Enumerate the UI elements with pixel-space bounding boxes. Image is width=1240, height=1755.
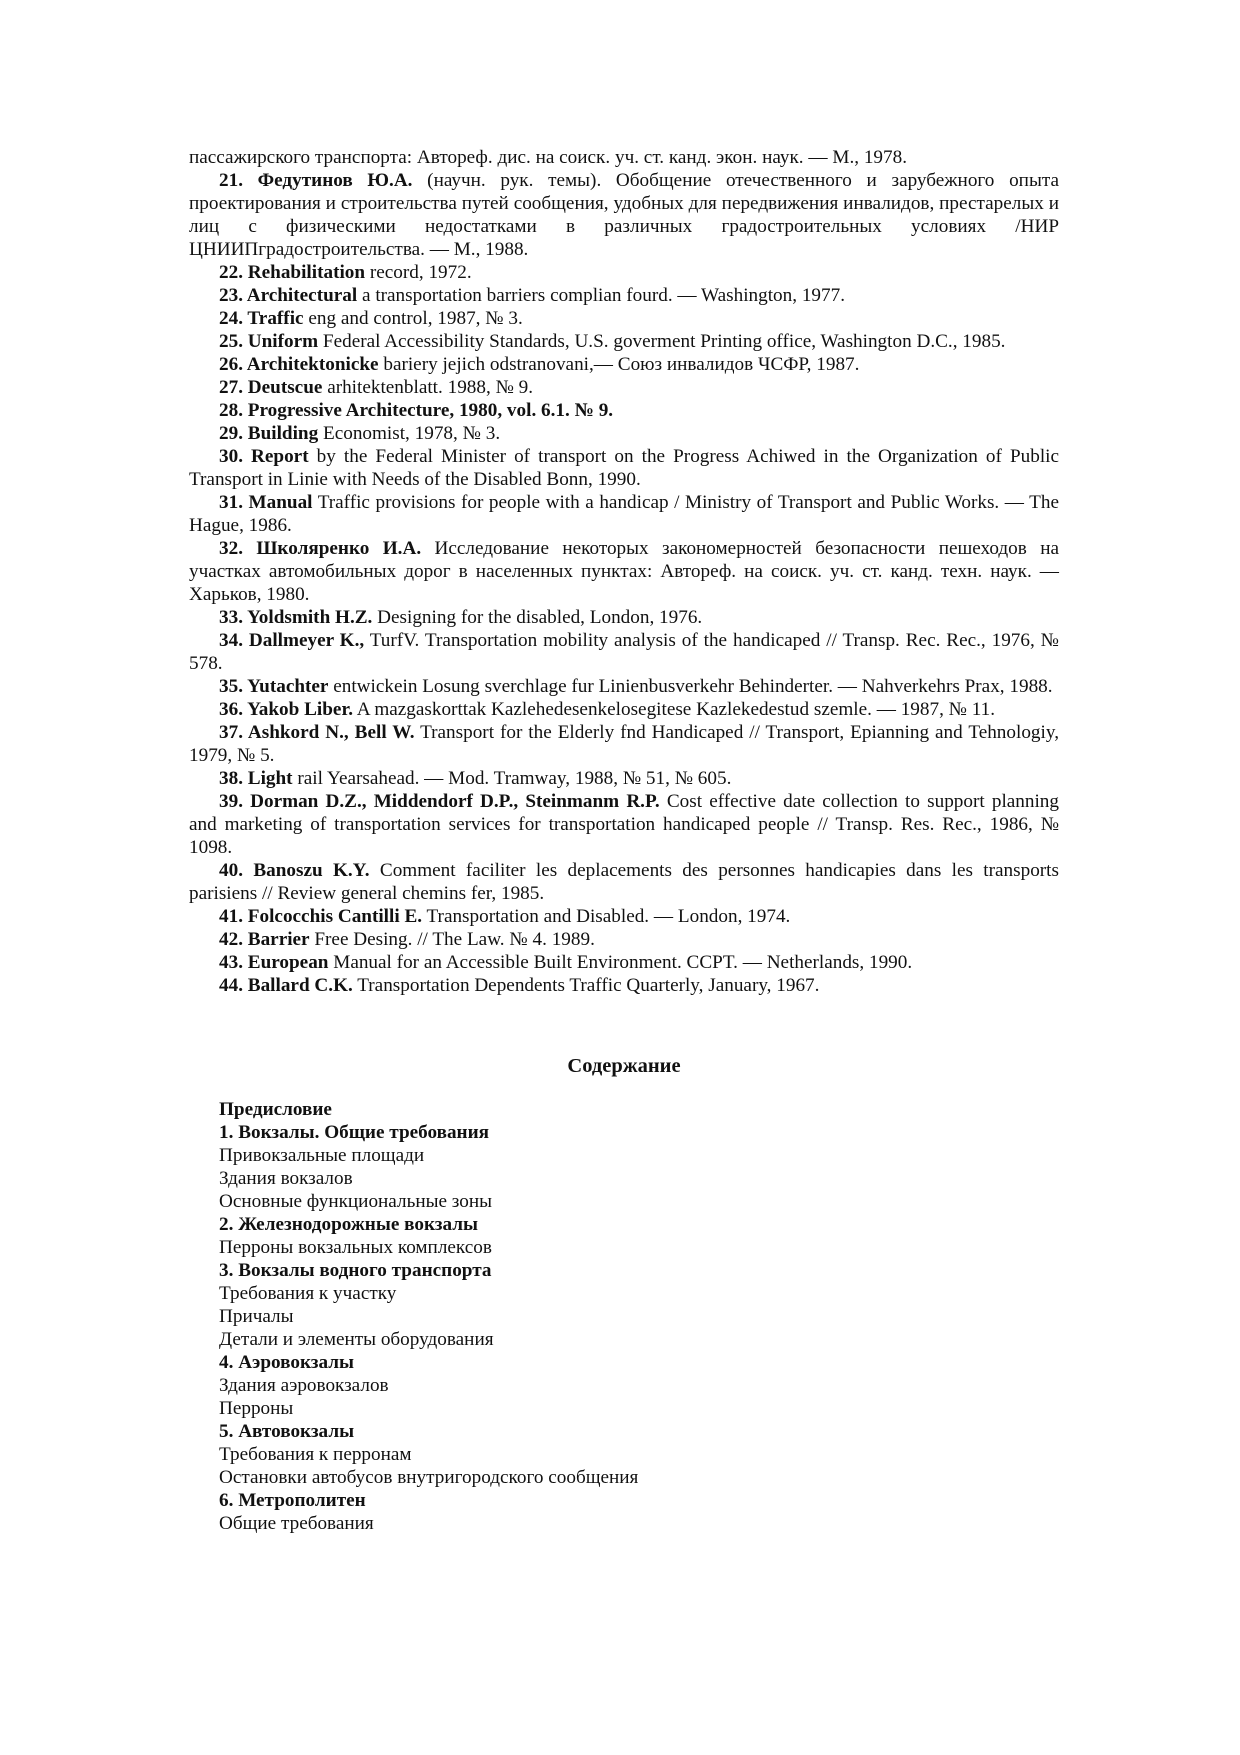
bibliography-entry	[189, 445, 1059, 491]
bibliography-entry-text: (научн. рук. темы). Обобщение отечественного и зарубежного опыта проектирования и строительства путей сообщения, удобных для передвижения инвалидов, престарелых и лиц с физическими недостатками в различных градостроительных условиях /НИР ЦНИИПградостроительства. — М., 1988.	[189, 170, 1059, 260]
bibliography-entry-text: arhitektenblatt. 1988, № 9.	[322, 377, 534, 398]
bibliography-entry-author: 42. Barrier	[219, 929, 310, 950]
bibliography-entry	[189, 974, 1059, 997]
bibliography-entry	[189, 261, 1059, 284]
bibliography-entry	[189, 422, 1059, 445]
bibliography-entry	[189, 307, 1059, 330]
bibliography-entry-author: 22. Rehabilitation	[219, 262, 366, 283]
bibliography-entry	[189, 330, 1059, 353]
bibliography-entry-author: 25. Uniform	[219, 331, 319, 352]
bibliography-entry-author: 28. Progressive Architecture, 1980, vol. 6.1. № 9.	[219, 400, 614, 421]
bibliography-entry-text: Free Desing. // The Law. № 4. 1989.	[309, 929, 595, 950]
document-page	[189, 146, 1059, 1535]
bibliography-entry-text: Economist, 1978, № 3.	[318, 423, 501, 444]
bibliography-entry-author: 21. Федутинов Ю.А.	[219, 170, 413, 191]
bibliography-entry-author: 31. Manual	[219, 492, 313, 513]
bibliography-entry-text: Designing for the disabled, London, 1976.	[372, 607, 703, 628]
bibliography-entry-text: Comment faciliter les deplacements des personnes handicapies dans les transports parisiens // Review general chemins fer, 1985.	[189, 860, 1059, 904]
bibliography-entry	[189, 928, 1059, 951]
bibliography-entry-author: 23. Architectural	[219, 285, 358, 306]
bibliography-entry-text: Transport for the Elderly fnd Handicaped // Transport, Epianning and Tehnologiy, 1979, № 5.	[189, 722, 1059, 766]
bibliography-entry-author: 38. Light	[219, 768, 293, 789]
bibliography-entry	[189, 399, 1059, 422]
contents-list	[189, 1098, 1059, 1535]
contents-subsection-item: Причалы	[219, 1306, 294, 1327]
bibliography-entry-author: 36. Yakob Liber.	[219, 699, 353, 720]
bibliography-entry-author: 29. Building	[219, 423, 319, 444]
contents-subsection-item: Перроны	[219, 1398, 294, 1419]
bibliography-entry-text: A mazgaskorttak Kazlehedesenkelosegitese Kazlekedestud szemle. — 1987, № 11.	[353, 699, 996, 720]
bibliography-entry-author: 30. Report	[219, 446, 309, 467]
bibliography-entry	[189, 905, 1059, 928]
bibliography-entry	[189, 790, 1059, 859]
bibliography-entry-author: 39. Dorman D.Z., Middendorf D.P., Steinmanm R.P.	[219, 791, 660, 812]
bibliography-entry	[189, 353, 1059, 376]
bibliography-entry	[189, 284, 1059, 307]
bibliography-entry-text: bariery jejich odstranovani,— Союз инвалидов ЧСФР, 1987.	[378, 354, 860, 375]
bibliography-entry	[189, 675, 1059, 698]
bibliography-entry	[189, 629, 1059, 675]
bibliography-entry-author: 41. Folcocchis Cantilli E.	[219, 906, 423, 927]
bibliography-entry-text: eng and control, 1987, № 3.	[303, 308, 523, 329]
bibliography-entry	[189, 767, 1059, 790]
contents-subsection-item: Требования к участку	[219, 1283, 397, 1304]
bibliography-entry-author: 26. Architektonicke	[219, 354, 379, 375]
bibliography-entry-text: TurfV. Transportation mobility analysis of the handicaped // Transp. Rec. Rec., 1976, № 578.	[189, 630, 1059, 674]
bibliography-entry-author: 35. Yutachter	[219, 676, 329, 697]
bibliography-entry-author: 37. Ashkord N., Bell W.	[219, 722, 415, 743]
bibliography-entry-text: by the Federal Minister of transport on the Progress Achiwed in the Organization of Public Transport in Linie with Needs of the Disabled Bonn, 1990.	[189, 446, 1059, 490]
bibliography-entry	[189, 951, 1059, 974]
bibliography-entry-text: Исследование некоторых закономерностей безопасности пешеходов на участках автомобильных дорог в населенных пунктах: Автореф. на соиск. уч. ст. канд. техн. наук. — Харьков, 1980.	[189, 538, 1060, 605]
bibliography-entry-author: 44. Ballard C.K.	[219, 975, 353, 996]
contents-title: Содержание	[567, 1055, 681, 1077]
bibliography-entry	[189, 491, 1059, 537]
bibliography-entry	[189, 537, 1059, 606]
bibliography-entry-author: 33. Yoldsmith H.Z.	[219, 607, 373, 628]
contents-subsection-item: Требования к перронам	[219, 1444, 412, 1465]
contents-subsection-item: Детали и элементы оборудования	[219, 1329, 494, 1350]
bibliography-entry-author: 40. Banoszu K.Y.	[219, 860, 370, 881]
contents-section-heading: 3. Вокзалы водного транспорта	[219, 1260, 492, 1281]
bibliography-entry	[189, 698, 1059, 721]
bibliography-entry-author: 43. European	[219, 952, 329, 973]
contents-section-heading: Предисловие	[219, 1099, 332, 1120]
bibliography-entry-text: пассажирского транспорта: Автореф. дис. на соиск. уч. ст. канд. экон. наук. — М., 1978.	[189, 147, 908, 168]
contents-subsection-item: Общие требования	[219, 1513, 374, 1534]
bibliography-entry	[189, 146, 1059, 169]
contents-section-heading: 2. Железнодорожные вокзалы	[219, 1214, 478, 1235]
contents-section-heading: 1. Вокзалы. Общие требования	[219, 1122, 490, 1143]
bibliography-entry-text: Traffic provisions for people with a handicap / Ministry of Transport and Public Works. — The Hague, 1986.	[189, 492, 1059, 536]
bibliography-entry	[189, 376, 1059, 399]
bibliography-list	[189, 146, 1059, 997]
contents-section-heading: 6. Метрополитен	[219, 1490, 366, 1511]
bibliography-entry-text: rail Yearsahead. — Mod. Tramway, 1988, № 51, № 605.	[292, 768, 732, 789]
contents-subsection-item: Привокзальные площади	[219, 1145, 425, 1166]
contents-section-heading: 4. Аэровокзалы	[219, 1352, 354, 1373]
bibliography-entry	[189, 606, 1059, 629]
bibliography-entry-text: record, 1972.	[365, 262, 472, 283]
bibliography-entry	[189, 859, 1059, 905]
contents-subsection-item: Здания вокзалов	[219, 1168, 353, 1189]
bibliography-entry-text: Manual for an Accessible Built Environment. CCPT. — Netherlands, 1990.	[328, 952, 913, 973]
bibliography-entry-text: entwickein Losung sverchlage fur Linienbusverkehr Behinderter. — Nahverkehrs Prax, 1988.	[328, 676, 1053, 697]
bibliography-entry-text: Transportation and Disabled. — London, 1974.	[422, 906, 791, 927]
bibliography-entry	[189, 169, 1059, 261]
bibliography-entry-author: 32. Школяренко И.А.	[219, 538, 422, 559]
bibliography-entry-text: Transportation Dependents Traffic Quarterly, January, 1967.	[352, 975, 820, 996]
bibliography-entry-author: 24. Traffic	[219, 308, 304, 329]
bibliography-entry-text: Federal Accessibility Standards, U.S. goverment Printing office, Washington D.C., 1985.	[318, 331, 1006, 352]
contents-subsection-item: Остановки автобусов внутригородского сообщения	[219, 1467, 639, 1488]
bibliography-entry	[189, 721, 1059, 767]
bibliography-entry-text: a transportation barriers complian fourd. — Washington, 1977.	[357, 285, 846, 306]
contents-subsection-item: Основные функциональные зоны	[219, 1191, 493, 1212]
bibliography-entry-text: Cost effective date collection to support planning and marketing of transportation services for transportation handicaped people // Transp. Res. Rec., 1986, № 1098.	[189, 791, 1059, 858]
bibliography-entry-author: 27. Deutscue	[219, 377, 323, 398]
contents-subsection-item: Перроны вокзальных комплексов	[219, 1237, 492, 1258]
bibliography-entry-author: 34. Dallmeyer K.,	[219, 630, 365, 651]
contents-section-heading: 5. Автовокзалы	[219, 1421, 355, 1442]
contents-subsection-item: Здания аэровокзалов	[219, 1375, 389, 1396]
